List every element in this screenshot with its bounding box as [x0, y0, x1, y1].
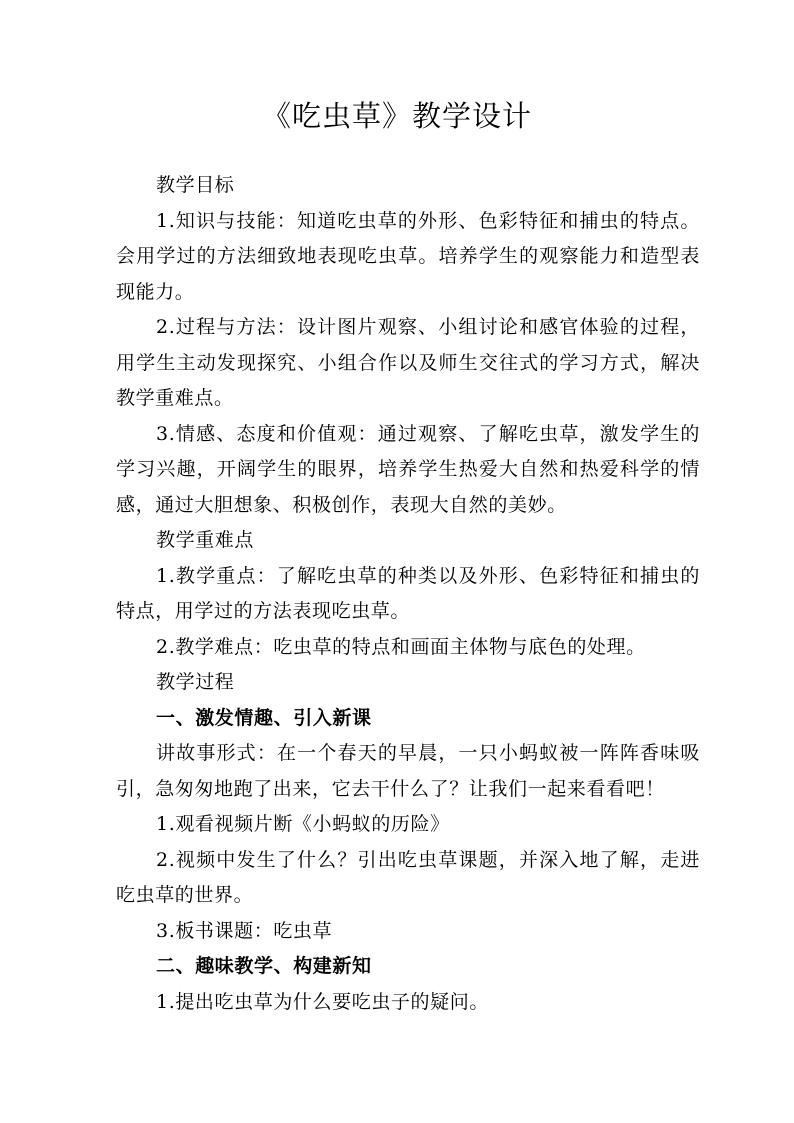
paragraph-goal-3: 3.情感、态度和价值观：通过观察、了解吃虫草，激发学生的学习兴趣，开阔学生的眼界，培养学生热爱大自然和热爱科学的情感，通过大胆想象、积极创作，表现大自然的美妙。	[116, 422, 700, 516]
paragraph-goal-2: 2.过程与方法：设计图片观察、小组讨论和感官体验的过程，用学生主动发现探究、小组合作以及师生交往式的学习方式，解决教学重难点。	[116, 316, 700, 409]
document-title: 《吃虫草》教学设计	[261, 99, 532, 133]
paragraph-step-2: 2.视频中发生了什么？引出吃虫草课题，并深入地了解，走进吃虫草的世界。	[116, 848, 700, 906]
paragraph-section-process: 教学过程	[156, 671, 235, 693]
paragraph-keypoint-2: 2.教学难点：吃虫草的特点和画面主体物与底色的处理。	[156, 635, 646, 658]
heading-part-2: 二、趣味教学、构建新知	[156, 955, 372, 977]
paragraph-question: 1.提出吃虫草为什么要吃虫子的疑问。	[156, 990, 489, 1013]
document-body	[116, 168, 700, 1020]
paragraph-step-3: 3.板书课题：吃虫草	[156, 919, 333, 942]
paragraph-goal-1: 1.知识与技能：知道吃虫草的外形、色彩特征和捕虫的特点。会用学过的方法细致地表现吃虫草。培养学生的观察能力和造型表现能力。	[116, 209, 700, 303]
heading-part-1: 一、激发情趣、引入新课	[156, 706, 372, 729]
paragraph-section-keypoints: 教学重难点	[156, 529, 255, 551]
paragraph-step-1: 1.观看视频片断《小蚂蚁的历险》	[156, 813, 450, 835]
paragraph-section-goals: 教学目标	[156, 174, 235, 196]
paragraph-keypoint-1: 1.教学重点：了解吃虫草的种类以及外形、色彩特征和捕虫的特点，用学过的方法表现吃虫草。	[116, 564, 700, 622]
paragraph-story: 讲故事形式：在一个春天的早晨，一只小蚂蚁被一阵阵香味吸引，急匆匆地跑了出来，它去干什么了？让我们一起来看看吧！	[116, 742, 700, 800]
